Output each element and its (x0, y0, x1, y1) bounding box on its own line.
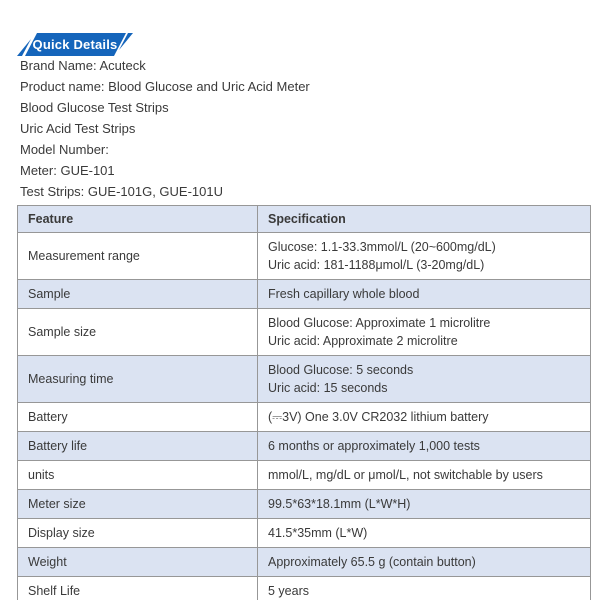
specification-line: Glucose: 1.1-33.3mmol/L (20~600mg/dL) (268, 240, 496, 254)
quick-details-banner (17, 33, 133, 57)
specification-cell (258, 432, 591, 461)
specification-cell (258, 548, 591, 577)
specification-cell (258, 577, 591, 600)
feature-cell: Sample (18, 280, 258, 309)
specification-line: 5 years (268, 584, 309, 598)
specification-line: Uric acid: 181-1188μmol/L (3-20mg/dL) (268, 258, 485, 272)
column-header-feature: Feature (18, 206, 258, 233)
specification-cell (258, 519, 591, 548)
product-info-line: Model Number: (20, 142, 109, 157)
table-row (18, 356, 591, 403)
feature-cell: Meter size (18, 490, 258, 519)
product-info-line: Blood Glucose Test Strips (20, 100, 169, 115)
table-header-row (18, 206, 591, 233)
table-row (18, 280, 591, 309)
table-row (18, 490, 591, 519)
specification-cell (258, 461, 591, 490)
spec-table (17, 205, 591, 600)
product-info-line: Meter: GUE-101 (20, 163, 115, 178)
feature-cell: Battery life (18, 432, 258, 461)
specification-cell (258, 233, 591, 280)
feature-cell: Display size (18, 519, 258, 548)
specification-line: mmol/L, mg/dL or μmol/L, not switchable by users (268, 468, 543, 482)
table-row (18, 577, 591, 600)
specification-cell (258, 356, 591, 403)
specification-cell (258, 403, 591, 432)
table-row (18, 403, 591, 432)
feature-cell: Weight (18, 548, 258, 577)
specification-line: Blood Glucose: Approximate 1 microlitre (268, 316, 491, 330)
feature-cell: units (18, 461, 258, 490)
feature-cell: Shelf Life (18, 577, 258, 600)
table-row (18, 548, 591, 577)
feature-cell: Measurement range (18, 233, 258, 280)
specification-line: 99.5*63*18.1mm (L*W*H) (268, 497, 411, 511)
specification-line: 41.5*35mm (L*W) (268, 526, 368, 540)
specification-cell (258, 490, 591, 519)
table-row (18, 233, 591, 280)
table-row (18, 309, 591, 356)
product-info-list (20, 55, 310, 202)
table-row (18, 519, 591, 548)
product-info-line: Product name: Blood Glucose and Uric Acid Meter (20, 79, 310, 94)
product-info-line: Test Strips: GUE-101G, GUE-101U (20, 184, 224, 199)
specification-line: (⎓3V) One 3.0V CR2032 lithium battery (268, 410, 489, 424)
specification-line: Blood Glucose: 5 seconds (268, 363, 414, 377)
table-row (18, 461, 591, 490)
product-info-line: Brand Name: Acuteck (20, 58, 146, 73)
table-row (18, 432, 591, 461)
feature-cell: Battery (18, 403, 258, 432)
specification-line: Approximately 65.5 g (contain button) (268, 555, 476, 569)
quick-details-label: Quick Details (32, 37, 118, 52)
feature-cell: Measuring time (18, 356, 258, 403)
product-info-line: Uric Acid Test Strips (20, 121, 136, 136)
specification-cell (258, 309, 591, 356)
specification-line: Uric acid: Approximate 2 microlitre (268, 334, 458, 348)
specification-line: 6 months or approximately 1,000 tests (268, 439, 480, 453)
specification-cell (258, 280, 591, 309)
column-header-specification: Specification (258, 206, 591, 233)
specification-line: Fresh capillary whole blood (268, 287, 420, 301)
feature-cell: Sample size (18, 309, 258, 356)
specification-line: Uric acid: 15 seconds (268, 381, 388, 395)
